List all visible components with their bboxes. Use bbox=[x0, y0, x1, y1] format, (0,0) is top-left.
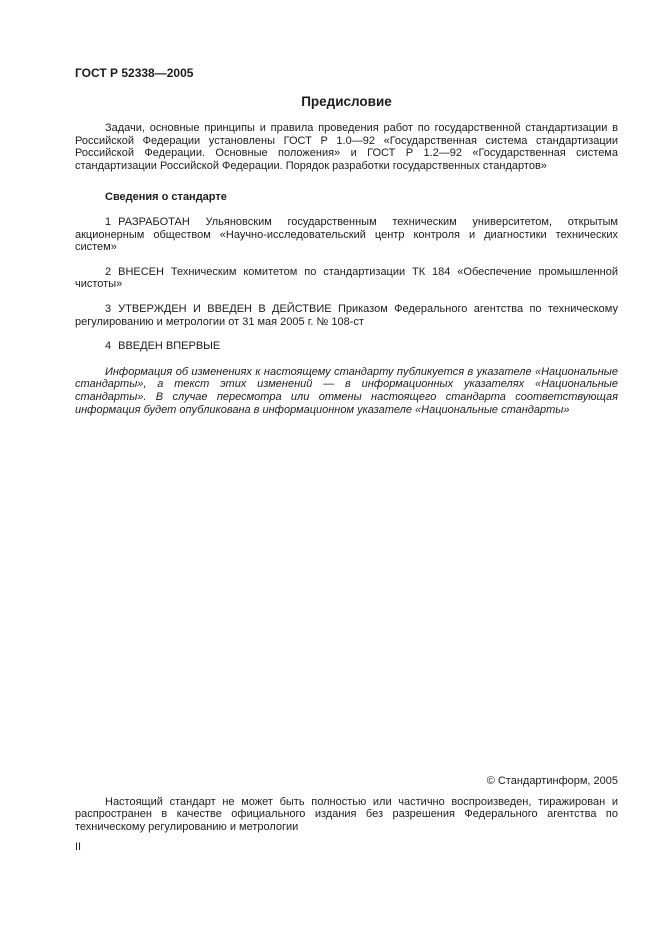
standard-info-item-4 bbox=[75, 340, 618, 353]
section-heading: Сведения о стандарте bbox=[105, 191, 227, 204]
page-title: Предисловие bbox=[301, 94, 392, 109]
item-text: ВВЕДЕН ВПЕРВЫЕ bbox=[118, 340, 221, 353]
page-content bbox=[75, 0, 618, 416]
standard-info-item-2 bbox=[75, 266, 618, 291]
item-number: 4 bbox=[105, 340, 112, 353]
distribution-notice: Настоящий стандарт не может быть полностью или частично воспроизведен, тиражирован и распространен в качестве официального издания без разрешения Федерального агентства по техническому регулированию и метрологии bbox=[75, 795, 618, 833]
item-number: 1 bbox=[105, 215, 112, 228]
document-code: ГОСТ Р 52338—2005 bbox=[75, 66, 194, 80]
item-text: УТВЕРЖДЕН И ВВЕДЕН В ДЕЙСТВИЕ Приказом Федерального агентства по техническому регулированию и метрологии от 31 мая 2005 г. № 108-ст bbox=[75, 302, 618, 328]
item-text: ВНЕСЕН Техническим комитетом по стандартизации ТК 184 «Обеспечение промышленной чистоты» bbox=[75, 265, 618, 291]
copyright-line: © Стандартинформ, 2005 bbox=[486, 775, 618, 787]
intro-paragraph: Задачи, основные принципы и правила проведения работ по государственной стандартизации в Российской Федерации установлены ГОСТ Р 1.0—92 «Государственная система стандартизации Российской Федерации. Основные положения» и ГОСТ Р 1.2—92 «Государственная система стандартизации Российской Федерации. Порядок разработки государственных стандартов» bbox=[75, 122, 618, 172]
page-number: II bbox=[75, 841, 82, 854]
item-number: 3 bbox=[105, 302, 112, 315]
item-number: 2 bbox=[105, 265, 112, 278]
amendments-info-note: Информация об изменениях к настоящему стандарту публикуется в указателе «Национальные стандарты», а текст этих изменений — в информационных указателях «Национальные стандарты». В случае пересмотра или отмены настоящего стандарта соответствующая информация будет опубликована в информационном указателе «Национальные стандарты» bbox=[75, 365, 618, 416]
item-text: РАЗРАБОТАН Ульяновским государственным техническим университетом, открытым акционерным обществом «Научно-исследовательский центр контроля и диагностики технических систем» bbox=[75, 215, 618, 254]
standard-info-item-1 bbox=[75, 216, 618, 254]
standard-info-item-3 bbox=[75, 303, 618, 328]
page-footer bbox=[75, 775, 618, 854]
